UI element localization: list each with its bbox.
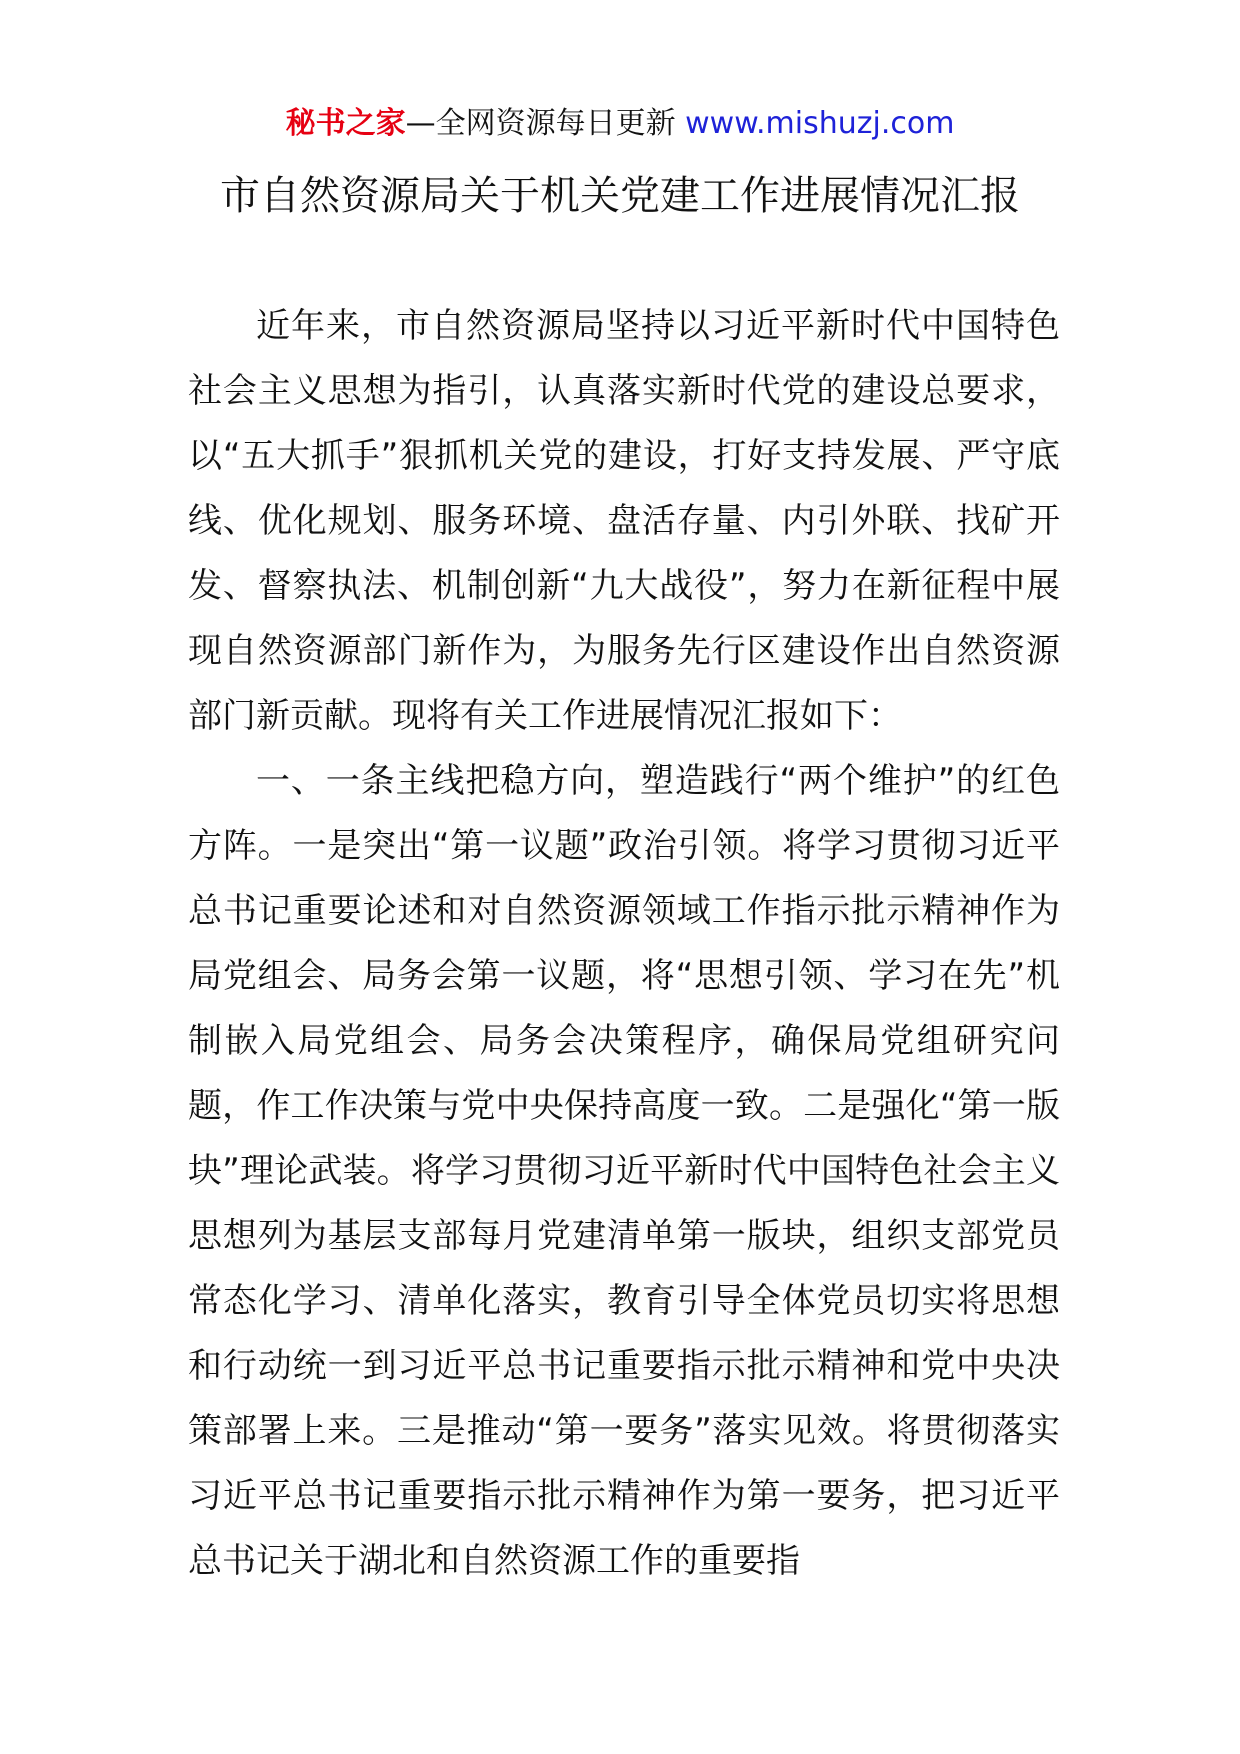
site-url-link[interactable]: www.mishuzj.com [685,106,955,141]
paragraph-section-one: 一、一条主线把稳方向，塑造践行“两个维护”的红色方阵。一是突出“第一议题”政治引领。将学习贯彻习近平总书记重要论述和对自然资源领域工作指示批示精神作为局党组会、局务会第一议题，将“思想引领、学习在先”机制嵌入局党组会、局务会决策程序，确保局党组研究问题，作工作决策与党中央保持高度一致。二是强化“第一版块”理论武装。将学习贯彻习近平新时代中国特色社会主义思想列为基层支部每月党建清单第一版块，组织支部党员常态化学习、清单化落实，教育引导全体党员切实将思想和行动统一到习近平总书记重要指示批示精神和党中央决策部署上来。三是推动“第一要务”落实见效。将贯彻落实习近平总书记重要指示批示精神作为第一要务，把习近平总书记关于湖北和自然资源工作的重要指 [188,761,1060,1581]
site-banner [0,104,1240,144]
paragraph-intro: 近年来，市自然资源局坚持以习近平新时代中国特色社会主义思想为指引，认真落实新时代党的建设总要求，以“五大抓手”狠抓机关党的建设，打好支持发展、严守底线、优化规划、服务环境、盘活存量、内引外联、找矿开发、督察执法、机制创新“九大战役”，努力在新征程中展现自然资源部门新作为，为服务先行区建设作出自然资源部门新贡献。现将有关工作进展情况汇报如下： [188,306,1060,736]
document-body [188,294,1060,1594]
site-brand: 秘书之家 [285,106,406,141]
document-title: 市自然资源局关于机关党建工作进展情况汇报 [220,173,1020,219]
site-tagline: —全网资源每日更新 [405,106,676,141]
